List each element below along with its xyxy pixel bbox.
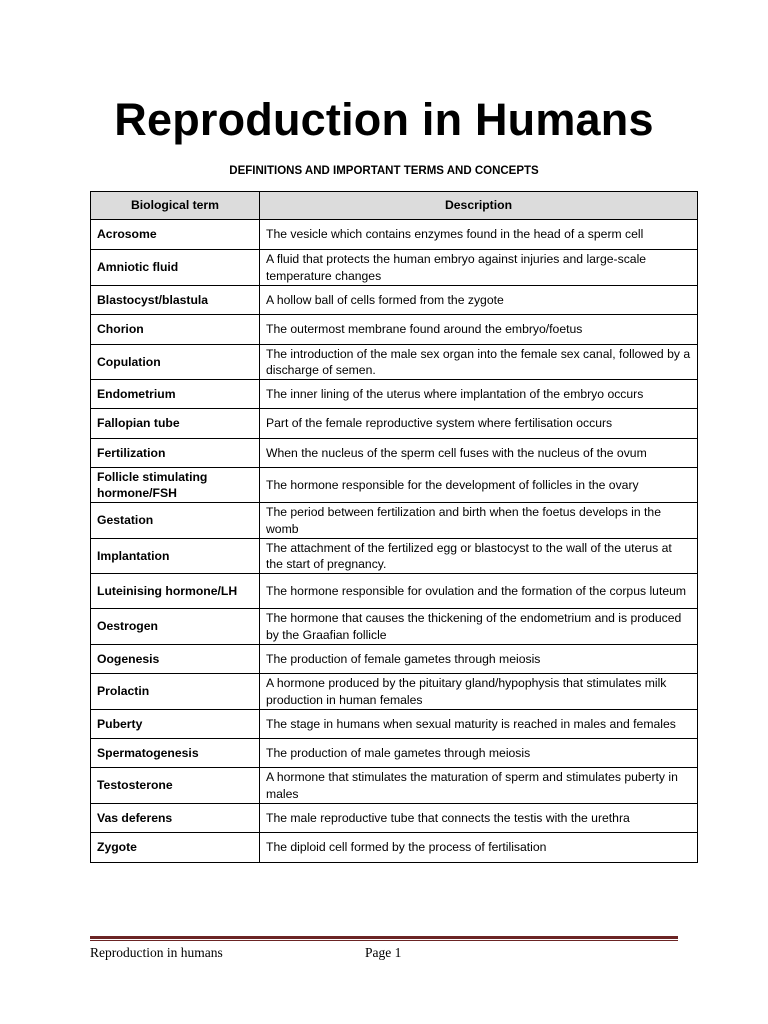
description-cell: The hormone responsible for the development of follicles in the ovary: [260, 468, 698, 503]
description-cell: The outermost membrane found around the embryo/foetus: [260, 315, 698, 345]
table-row: [91, 468, 698, 503]
footer-page-number: Page 1: [365, 945, 402, 960]
term-cell: Puberty: [91, 710, 260, 739]
table-row: [91, 739, 698, 768]
description-cell: The introduction of the male sex organ into the female sex canal, followed by a discharge of semen.: [260, 345, 698, 380]
description-cell: The hormone responsible for ovulation and the formation of the corpus luteum: [260, 574, 698, 609]
table-row: [91, 345, 698, 380]
page-subtitle: DEFINITIONS AND IMPORTANT TERMS AND CONCEPTS: [229, 165, 539, 177]
table-row: [91, 286, 698, 315]
description-cell: A hormone that stimulates the maturation of sperm and stimulates puberty in males: [260, 768, 698, 804]
table-row: [91, 645, 698, 674]
table-row: [91, 609, 698, 645]
description-cell: The diploid cell formed by the process of fertilisation: [260, 833, 698, 863]
description-cell: The male reproductive tube that connects the testis with the urethra: [260, 804, 698, 833]
footer-rule: [90, 936, 678, 939]
footer-rule-thin: [90, 940, 678, 941]
description-cell: The hormone that causes the thickening of the endometrium and is produced by the Graafian follicle: [260, 609, 698, 645]
description-cell: The vesicle which contains enzymes found in the head of a sperm cell: [260, 220, 698, 250]
term-cell: Luteinising hormone/LH: [91, 574, 260, 609]
description-cell: The production of male gametes through meiosis: [260, 739, 698, 768]
term-cell: Acrosome: [91, 220, 260, 250]
term-cell: Fertilization: [91, 439, 260, 468]
table-row: [91, 710, 698, 739]
description-cell: The stage in humans when sexual maturity is reached in males and females: [260, 710, 698, 739]
table-row: [91, 380, 698, 409]
term-cell: Gestation: [91, 503, 260, 539]
term-cell: Blastocyst/blastula: [91, 286, 260, 315]
table-row: [91, 409, 698, 439]
term-cell: Zygote: [91, 833, 260, 863]
term-cell: Prolactin: [91, 674, 260, 710]
table-row: [91, 833, 698, 863]
table-row: [91, 574, 698, 609]
term-cell: Oestrogen: [91, 609, 260, 645]
term-cell: Testosterone: [91, 768, 260, 804]
term-cell: Vas deferens: [91, 804, 260, 833]
description-cell: A fluid that protects the human embryo against injuries and large-scale temperature changes: [260, 250, 698, 286]
term-cell: Endometrium: [91, 380, 260, 409]
footer-document-name: Reproduction in humans: [90, 945, 223, 960]
table-row: [91, 250, 698, 286]
column-header-description: Description: [260, 192, 698, 220]
page-title: Reproduction in Humans: [114, 94, 654, 145]
term-cell: Spermatogenesis: [91, 739, 260, 768]
term-cell: Oogenesis: [91, 645, 260, 674]
description-cell: Part of the female reproductive system where fertilisation occurs: [260, 409, 698, 439]
description-cell: A hollow ball of cells formed from the zygote: [260, 286, 698, 315]
table-row: [91, 804, 698, 833]
description-cell: The production of female gametes through meiosis: [260, 645, 698, 674]
description-cell: When the nucleus of the sperm cell fuses with the nucleus of the ovum: [260, 439, 698, 468]
description-cell: The attachment of the fertilized egg or blastocyst to the wall of the uterus at the start of pregnancy.: [260, 539, 698, 574]
term-cell: Implantation: [91, 539, 260, 574]
table-row: [91, 503, 698, 539]
table-row: [91, 674, 698, 710]
table-row: [91, 539, 698, 574]
table-row: [91, 439, 698, 468]
table-header-row: [91, 192, 698, 220]
term-cell: Amniotic fluid: [91, 250, 260, 286]
table-row: [91, 768, 698, 804]
terms-table: [90, 191, 698, 863]
table-row: [91, 220, 698, 250]
description-cell: A hormone produced by the pituitary gland/hypophysis that stimulates milk production in human females: [260, 674, 698, 710]
term-cell: Copulation: [91, 345, 260, 380]
term-cell: Fallopian tube: [91, 409, 260, 439]
description-cell: The inner lining of the uterus where implantation of the embryo occurs: [260, 380, 698, 409]
description-cell: The period between fertilization and birth when the foetus develops in the womb: [260, 503, 698, 539]
column-header-term: Biological term: [91, 192, 260, 220]
term-cell: Chorion: [91, 315, 260, 345]
table-row: [91, 315, 698, 345]
term-cell: Follicle stimulating hormone/FSH: [91, 468, 260, 503]
